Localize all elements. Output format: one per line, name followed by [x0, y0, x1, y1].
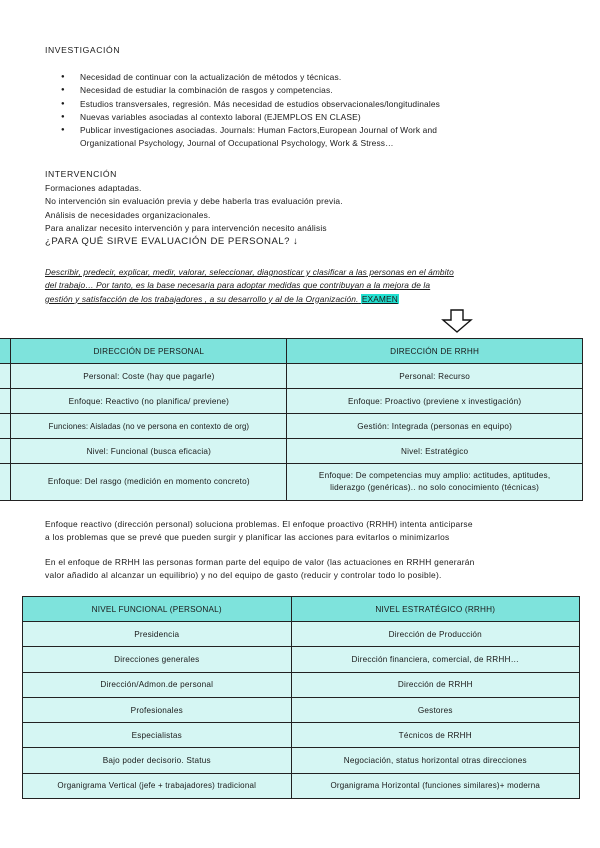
purpose-line-with-highlight	[45, 293, 555, 306]
table-cell: Enfoque: Del rasgo (medición en momento concreto)	[11, 464, 287, 501]
table-cell: Enfoque: Reactivo (no planifica/ previene)	[11, 389, 287, 414]
table-cell: Gestión: Integrada (personas en equipo)	[287, 414, 583, 439]
column-header: DIRECCIÓN DE RRHH	[287, 339, 583, 364]
cell-line: Enfoque: De competencias muy amplio: actitudes, aptitudes,	[318, 471, 551, 480]
table-row	[0, 439, 583, 464]
table-row	[23, 773, 580, 798]
table-row	[0, 414, 583, 439]
table-stub-cell	[0, 464, 11, 501]
list-item: ● Necesidad de estudiar la combinación de rasgos y competencias.	[80, 84, 550, 97]
table-cell: Dirección de Producción	[291, 622, 579, 647]
evaluation-purpose	[45, 266, 555, 306]
table-cell: Dirección de RRHH	[291, 672, 579, 697]
table-row	[0, 389, 583, 414]
table-row	[23, 622, 580, 647]
column-header: DIRECCIÓN DE PERSONAL	[11, 339, 287, 364]
table-cell: Organigrama Vertical (jefe + trabajadores) tradicional	[23, 773, 292, 798]
table-cell: Dirección/Admon.de personal	[23, 672, 292, 697]
value-team-paragraph	[45, 556, 560, 583]
table-cell: Especialistas	[23, 723, 292, 748]
table-row	[23, 748, 580, 773]
cell-line: liderazgo (genéricas).. no solo conocimiento (técnicas)	[330, 483, 540, 492]
table-header-row	[23, 597, 580, 622]
list-item: ● Estudios transversales, regresión. Más necesidad de estudios observacionales/longitudinales	[80, 98, 550, 111]
table-cell: Nivel: Estratégico	[287, 439, 583, 464]
column-header: NIVEL FUNCIONAL (PERSONAL)	[23, 597, 292, 622]
table-cell: Personal: Coste (hay que pagarle)	[11, 364, 287, 389]
table-stub-cell	[0, 389, 11, 414]
intervention-lines	[45, 182, 545, 248]
paragraph-line: a los problemas que se prevé que pueden surgir y planificar las acciones para evitarlos o minimizarlos	[45, 532, 450, 543]
list-item: ● Publicar investigaciones asociadas. Journals: Human Factors,European Journal of Work and	[80, 124, 550, 137]
table-row	[23, 697, 580, 722]
purpose-line: del trabajo… Por tanto, es la base necesaria para adoptar medidas que contribuyan a la mejora de la	[45, 280, 431, 291]
table-cell: Dirección financiera, comercial, de RRHH…	[291, 647, 579, 672]
research-title: INVESTIGACIÓN	[45, 45, 121, 55]
research-bullet-list	[80, 71, 550, 151]
table-cell: Bajo poder decisorio. Status	[23, 748, 292, 773]
exam-highlight: EXAMEN	[361, 293, 398, 304]
table-cell: Personal: Recurso	[287, 364, 583, 389]
table-cell: Enfoque: Proactivo (previene x investigación)	[287, 389, 583, 414]
table-cell: Profesionales	[23, 697, 292, 722]
paragraph-line: Enfoque reactivo (dirección personal) soluciona problemas. El enfoque proactivo (RRHH) intenta anticiparse	[45, 519, 473, 529]
table-cell	[287, 464, 583, 501]
intervention-question: ¿PARA QUÉ SIRVE EVALUACIÓN DE PERSONAL? ↓	[45, 236, 299, 248]
table-stub-cell	[0, 339, 11, 364]
purpose-line: gestión y satisfacción de los trabajadores , a su desarrollo y al de la Organización.	[45, 293, 359, 304]
list-item: ● Nuevas variables asociadas al contexto laboral (EJEMPLOS EN CLASE)	[80, 111, 550, 124]
column-header: NIVEL ESTRATÉGICO (RRHH)	[291, 597, 579, 622]
intervention-title: INTERVENCIÓN	[45, 169, 117, 179]
table-cell: Técnicos de RRHH	[291, 723, 579, 748]
table-cell: Organigrama Horizontal (funciones similares)+ moderna	[291, 773, 579, 798]
list-item: ● Necesidad de continuar con la actualización de métodos y técnicas.	[80, 71, 550, 84]
table-stub-cell	[0, 439, 11, 464]
table-row	[0, 464, 583, 501]
table-row	[23, 672, 580, 697]
table-cell: Nivel: Funcional (busca eficacia)	[11, 439, 287, 464]
table-header-row	[0, 339, 583, 364]
down-arrow-icon	[441, 309, 473, 333]
table-cell: Negociación, status horizontal otras direcciones	[291, 748, 579, 773]
intervention-line: Análisis de necesidades organizacionales.	[45, 209, 211, 220]
intervention-line: Formaciones adaptadas.	[45, 183, 142, 193]
purpose-line: Describir, predecir, explicar, medir, valorar, seleccionar, diagnosticar y clasificar a las personas en el ámbito	[45, 267, 454, 277]
paragraph-line: En el enfoque de RRHH las personas forman parte del equipo de valor (las actuaciones en RRHH generarán	[45, 557, 475, 567]
paragraph-line: valor añadido al alcanzar un equilibrio) y no del equipo de gasto (reducir y controlar todo lo posible).	[45, 570, 442, 581]
table-stub-cell	[0, 414, 11, 439]
personnel-vs-hr-table	[0, 338, 583, 501]
table-cell: Gestores	[291, 697, 579, 722]
proactive-paragraph	[45, 518, 560, 545]
table-cell: Funciones: Aisladas (no ve persona en contexto de org)	[11, 414, 287, 439]
table-cell: Direcciones generales	[23, 647, 292, 672]
table-cell: Presidencia	[23, 622, 292, 647]
list-item-continuation: Organizational Psychology, Journal of Occupational Psychology, Work & Stress…	[80, 138, 394, 149]
intervention-line: Para analizar necesito intervención y para intervención necesito análisis	[45, 222, 327, 233]
table-row	[23, 647, 580, 672]
table-row	[23, 723, 580, 748]
functional-vs-strategic-table	[22, 596, 580, 799]
table-stub-cell	[0, 364, 11, 389]
table-row	[0, 364, 583, 389]
intervention-line: No intervención sin evaluación previa y debe haberla tras evaluación previa.	[45, 196, 343, 207]
